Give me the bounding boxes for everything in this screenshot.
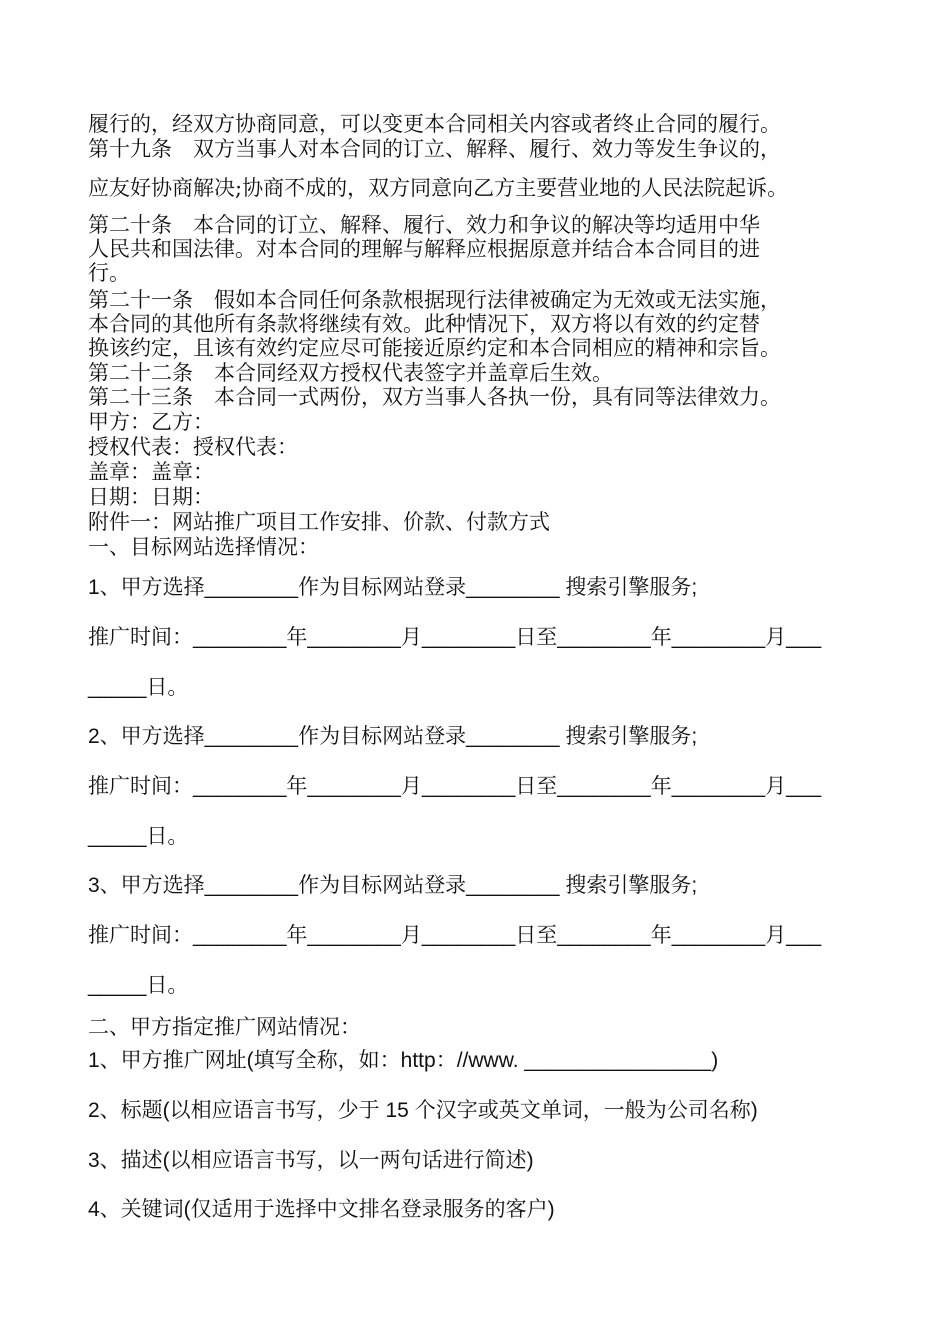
clause-line: 履行的，经双方协商同意，可以变更本合同相关内容或者终止合同的履行。 (88, 112, 781, 136)
seal-line: 盖章：盖章： (88, 460, 214, 484)
clause-21-line-2: 本合同的其他所有条款将继续有效。此种情况下，双方将以有效的约定替 (88, 312, 760, 336)
clause-20-line-1: 第二十条 本合同的订立、解释、履行、效力和争议的解决等均适用中华 (88, 213, 760, 237)
representative-line: 授权代表：授权代表： (88, 435, 298, 459)
party-line: 甲方：乙方： (88, 410, 214, 434)
section-1-heading: 一、目标网站选择情况： (88, 535, 319, 559)
clause-19-line-1: 第十九条 双方当事人对本合同的订立、解释、履行、效力等发生争议的， (88, 137, 781, 161)
date-line: 日期：日期： (88, 485, 214, 509)
site-url-line: 1、甲方推广网址(填写全称，如：http：//www. ________________) (88, 1049, 719, 1072)
clause-19-line-2: 应友好协商解决;协商不成的，双方同意向乙方主要营业地的人民法院起诉。 (88, 176, 789, 200)
site-title-line: 2、标题(以相应语言书写，少于 15 个汉字或英文单词，一般为公司名称) (88, 1099, 758, 1122)
clause-21-line-3: 换该约定，且该有效约定应尽可能接近原约定和本合同相应的精神和宗旨。 (88, 336, 781, 360)
appendix-title: 附件一：网站推广项目工作安排、价款、付款方式 (88, 510, 550, 534)
clause-21-line-1: 第二十一条 假如本合同任何条款根据现行法律被确定为无效或无法实施， (88, 288, 781, 312)
site-choice-1: 1、甲方选择________作为目标网站登录________ 搜索引擎服务; (88, 576, 698, 599)
promotion-time-2-end: _____日。 (88, 825, 189, 848)
promotion-time-2: 推广时间：________年________月________日至________年________月___ (88, 775, 822, 798)
clause-20-line-2: 人民共和国法律。对本合同的理解与解释应根据原意并结合本合同目的进 (88, 237, 760, 261)
site-keywords-line: 4、关键词(仅适用于选择中文排名登录服务的客户) (88, 1198, 555, 1221)
clause-22-line: 第二十二条 本合同经双方授权代表签字并盖章后生效。 (88, 361, 613, 385)
site-choice-3: 3、甲方选择________作为目标网站登录________ 搜索引擎服务; (88, 874, 698, 897)
site-description-line: 3、描述(以相应语言书写，以一两句话进行简述) (88, 1149, 534, 1172)
promotion-time-3-end: _____日。 (88, 974, 189, 997)
promotion-time-1: 推广时间：________年________月________日至________年________月___ (88, 626, 822, 649)
promotion-time-3: 推广时间：________年________月________日至________年________月___ (88, 924, 822, 947)
promotion-time-1-end: _____日。 (88, 676, 189, 699)
site-choice-2: 2、甲方选择________作为目标网站登录________ 搜索引擎服务; (88, 725, 698, 748)
clause-23-line: 第二十三条 本合同一式两份，双方当事人各执一份，具有同等法律效力。 (88, 385, 781, 409)
section-2-heading: 二、甲方指定推广网站情况： (88, 1016, 361, 1039)
clause-20-line-3: 行。 (88, 261, 130, 285)
